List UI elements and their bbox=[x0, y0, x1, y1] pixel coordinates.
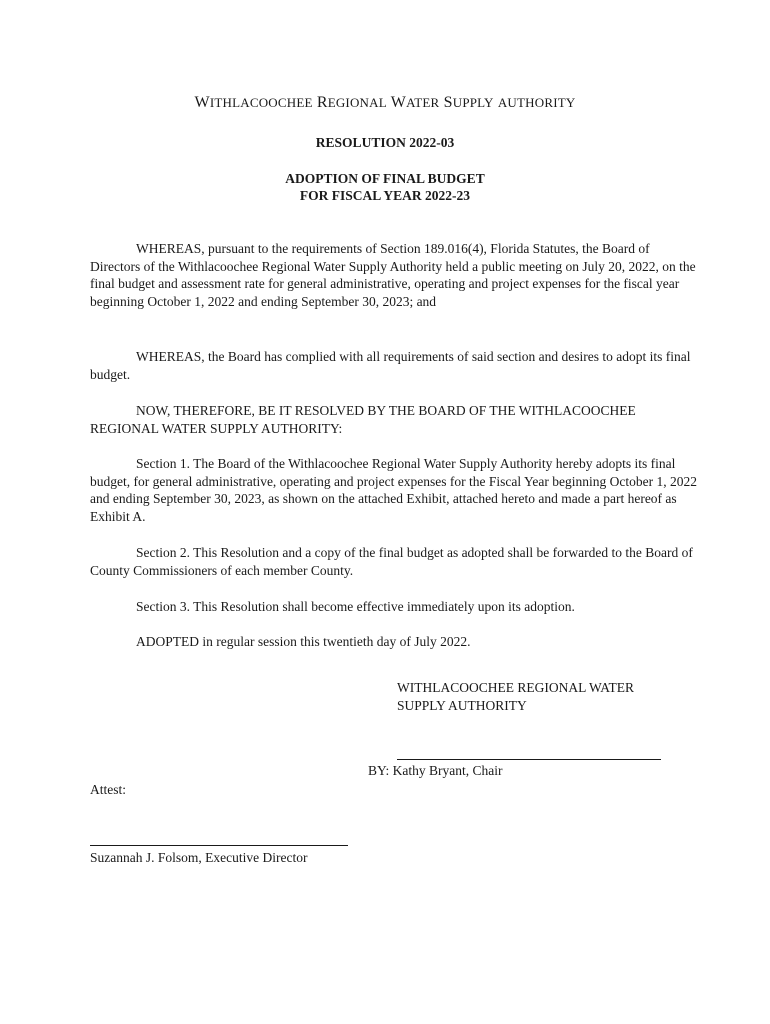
adopted-paragraph: ADOPTED in regular session this twentieth day of July 2022. bbox=[136, 634, 471, 649]
subject-line-2: FOR FISCAL YEAR 2022-23 bbox=[299, 188, 471, 203]
subject-line-1: ADOPTION OF FINAL BUDGET bbox=[285, 171, 485, 186]
org-title-part: EGIONAL bbox=[327, 95, 387, 110]
director-signature-line bbox=[90, 845, 348, 846]
chair-signature-label: BY: Kathy Bryant, Chair bbox=[368, 763, 503, 778]
section-3-paragraph: Section 3. This Resolution shall become effective immediately upon its adoption. bbox=[136, 599, 575, 614]
org-title-part: S bbox=[443, 94, 453, 111]
org-title-part: W bbox=[390, 94, 407, 111]
resolved-paragraph: NOW, THEREFORE, BE IT RESOLVED BY THE BOARD OF THE WITHLACOOCHEE REGIONAL WATER SUPPLY AUTHORITY: bbox=[90, 403, 636, 436]
authority-name-line-2: SUPPLY AUTHORITY bbox=[397, 697, 527, 713]
chair-signature-line bbox=[397, 759, 661, 760]
authority-signature-block bbox=[397, 679, 697, 714]
resolution-number: RESOLUTION 2022-03 bbox=[315, 135, 455, 150]
whereas-paragraph-2: WHEREAS, the Board has complied with all requirements of said section and desires to adopt its final budget. bbox=[90, 349, 691, 382]
section-1-paragraph: Section 1. The Board of the Withlacoochee Regional Water Supply Authority hereby adopts its final budget, for general administrative, operating and project expenses for the Fiscal Year beginning October 1, 2022 and ending September 30, 2023, as shown on the attached Exhibit, attached hereto and made a part hereof as Exhibit A. bbox=[90, 456, 697, 524]
org-title-part: ATER bbox=[406, 95, 440, 110]
org-title-part: ITHLACOOCHEE bbox=[209, 95, 313, 110]
authority-name-line-1: WITHLACOOCHEE REGIONAL WATER bbox=[397, 680, 634, 695]
whereas-paragraph-1: WHEREAS, pursuant to the requirements of Section 189.016(4), Florida Statutes, the Board of Directors of the Withlacoochee Regional Water Supply Authority held a public meeting on July 20, 2022, on the final budget and assessment rate for general administrative, operating and project expenses for the fiscal year beginning October 1, 2022 and ending September 30, 2023; and bbox=[90, 241, 696, 309]
organization-title bbox=[0, 94, 770, 112]
org-title-part: R bbox=[316, 94, 328, 111]
org-title-part: W bbox=[194, 94, 210, 111]
attest-label: Attest: bbox=[90, 782, 126, 797]
org-title-part: UPPLY bbox=[452, 95, 494, 110]
section-2-paragraph: Section 2. This Resolution and a copy of the final budget as adopted shall be forwarded to the Board of County Commissioners of each member County. bbox=[90, 545, 693, 578]
org-title-part: AUTHORITY bbox=[497, 95, 576, 110]
director-signature-label: Suzannah J. Folsom, Executive Director bbox=[90, 850, 308, 865]
resolution-subject bbox=[0, 170, 770, 204]
